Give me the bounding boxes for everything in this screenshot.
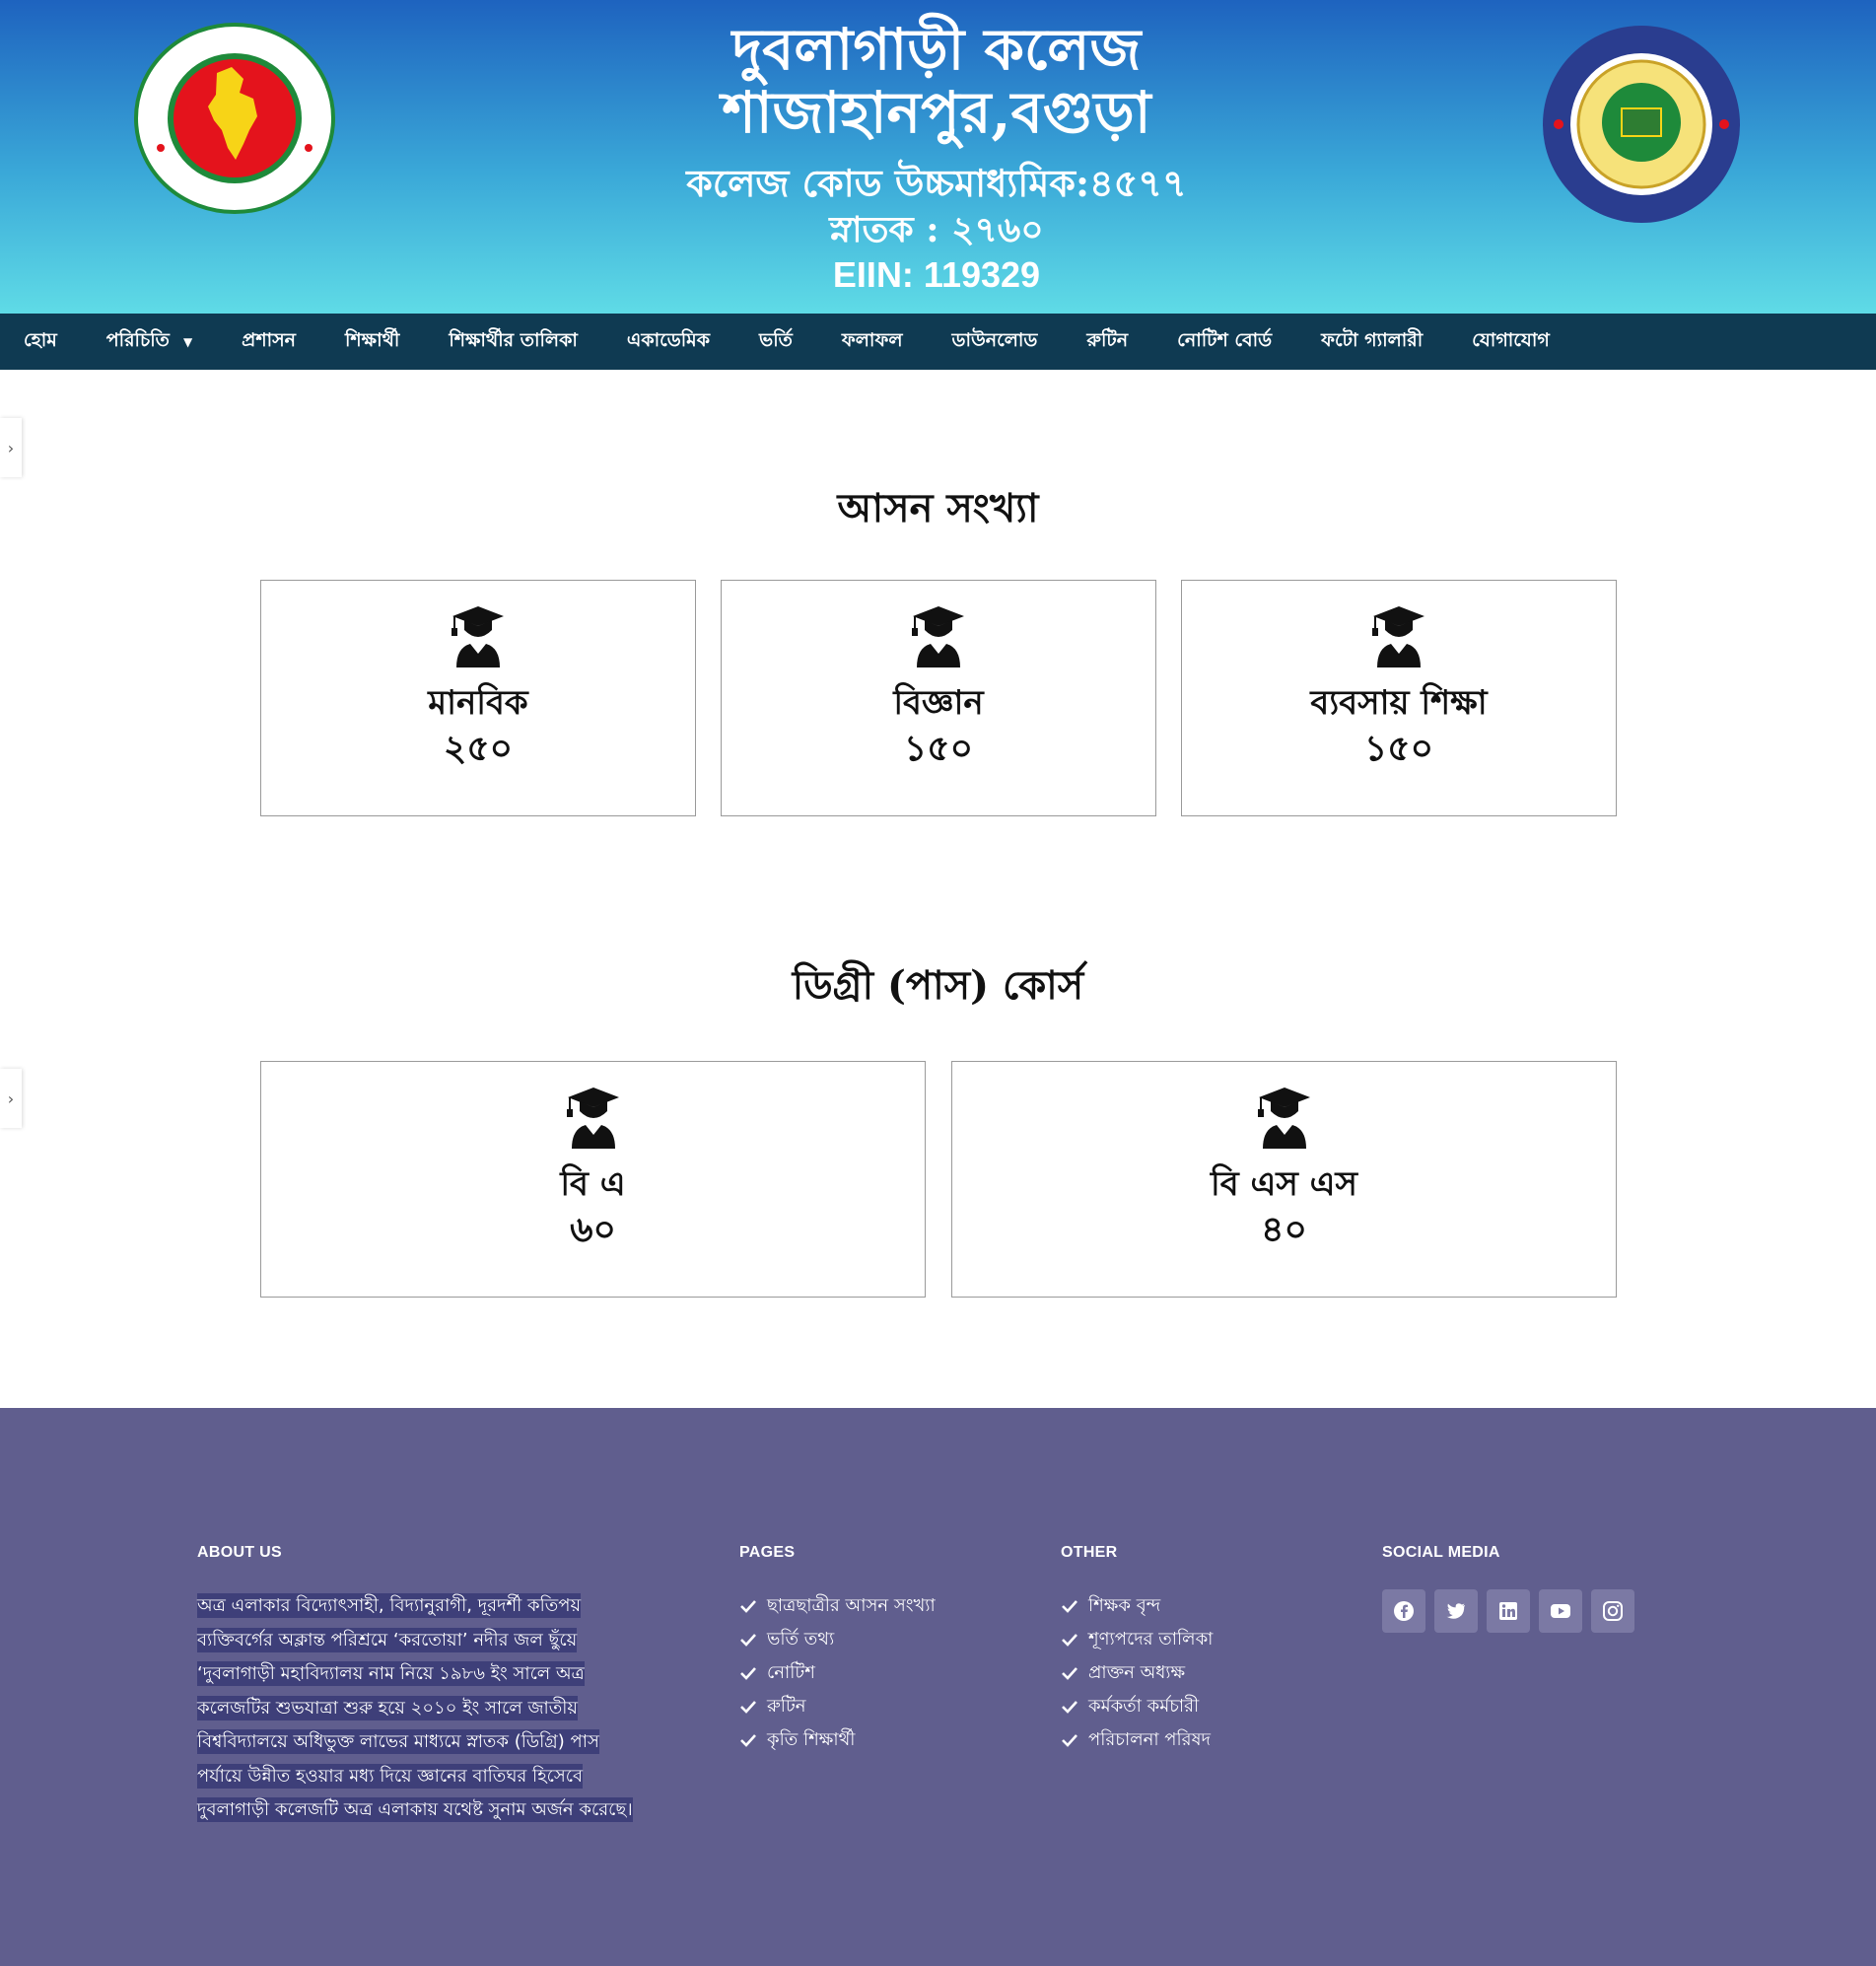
nav-item-label: ভর্তি: [759, 328, 793, 351]
program-card: [1181, 580, 1617, 816]
nav-item-label: ডাউনলোড: [951, 328, 1038, 351]
college-eiin: EIIN: 119329: [832, 254, 1041, 295]
side-toggle-top[interactable]: ›: [0, 418, 22, 477]
nav-item-3[interactable]: [345, 326, 399, 358]
nav-item-label: পরিচিতি: [105, 328, 170, 351]
college-location: শাজাহানপুর,বগুড়া: [722, 79, 1151, 146]
program-card: [721, 580, 1156, 816]
nav-item-11[interactable]: [1321, 326, 1423, 358]
pages-link[interactable]: [739, 1589, 936, 1623]
pages-link[interactable]: [739, 1723, 936, 1757]
nav-item-label: প্রশাসন: [242, 328, 296, 351]
degree-title: ডিগ্রী (পাস) কোর্স: [792, 962, 1084, 1009]
link-label: নোটিশ: [767, 1662, 815, 1683]
about-text: [197, 1589, 660, 1828]
link-label: কৃতি শিক্ষার্থী: [767, 1729, 856, 1750]
graduate-icon: [566, 1086, 621, 1149]
nav-item-6[interactable]: [759, 326, 793, 358]
college-heading: [552, 18, 1321, 298]
seat-count: ৪০: [1261, 1209, 1307, 1250]
facebook-link[interactable]: [1382, 1589, 1425, 1633]
about-line: দুবলাগাড়ী কলেজটি অত্র এলাকায় যথেষ্ট সুনাম অর্জন করেছে।: [197, 1799, 633, 1820]
other-link[interactable]: [1061, 1656, 1213, 1690]
nav-item-9[interactable]: [1086, 326, 1128, 358]
seat-count: ১৫০: [903, 728, 974, 769]
social-heading: SOCIAL MEDIA: [1382, 1544, 1500, 1561]
about-line: বিশ্ববিদ্যালয়ে অধিভুক্ত লাভের মাধ্যমে স্নাতক (ডিগ্রি) পাস: [197, 1731, 599, 1752]
twitter-link[interactable]: [1434, 1589, 1478, 1633]
program-name: বিজ্ঞান: [893, 683, 984, 723]
program-name: মানবিক: [428, 683, 528, 723]
nav-item-label: নোটিশ বোর্ড: [1177, 328, 1273, 351]
link-label: কর্মকর্তা কর্মচারী: [1088, 1696, 1200, 1717]
college-seal-logo: [1541, 24, 1742, 225]
pages-link[interactable]: [739, 1690, 936, 1723]
nav-item-0[interactable]: [24, 326, 57, 358]
bangladesh-govt-seal-logo: [133, 22, 336, 215]
college-code-hsc: কলেজ কোড উচ্চমাধ্যমিক:৪৫৭৭: [686, 161, 1187, 205]
nav-item-label: একাডেমিক: [626, 328, 711, 351]
pages-link[interactable]: [739, 1623, 936, 1656]
program-name: বি এস এস: [1211, 1164, 1357, 1204]
link-label: পরিচালনা পরিষদ: [1088, 1729, 1211, 1750]
link-label: ছাত্রছাত্রীর আসন সংখ্যা: [767, 1595, 936, 1616]
twitter-icon: [1445, 1600, 1467, 1622]
check-icon: [739, 1631, 757, 1649]
link-label: রুটিন: [767, 1696, 806, 1717]
link-label: ভর্তি তথ্য: [767, 1629, 835, 1650]
pages-link[interactable]: [739, 1656, 936, 1690]
link-label: শিক্ষক বৃন্দ: [1088, 1595, 1161, 1616]
caret-down-icon: ▼: [182, 334, 193, 349]
seats-title: আসন সংখ্যা: [837, 485, 1039, 531]
nav-item-label: হোম: [24, 328, 57, 351]
linkedin-link[interactable]: [1487, 1589, 1530, 1633]
graduate-icon: [451, 604, 506, 667]
nav-item-4[interactable]: [449, 326, 578, 358]
youtube-link[interactable]: [1539, 1589, 1582, 1633]
other-link[interactable]: [1061, 1589, 1213, 1623]
program-card: [951, 1061, 1617, 1298]
about-line: ‘দুবলাগাড়ী মহাবিদ্যালয় নাম নিয়ে ১৯৮৬ ইং সালে অত্র: [197, 1663, 585, 1684]
seat-count: ২৫০: [443, 728, 514, 769]
facebook-icon: [1393, 1600, 1415, 1622]
site-footer: [0, 1408, 1876, 1966]
about-line: পর্যায়ে উন্নীত হওয়ার মধ্য দিয়ে জ্ঞানের বাতিঘর হিসেবে: [197, 1765, 584, 1787]
college-name: দুবলাগাড়ী কলেজ: [731, 16, 1142, 83]
side-toggle-bottom[interactable]: ›: [0, 1069, 22, 1128]
check-icon: [1061, 1731, 1078, 1749]
nav-item-2[interactable]: [242, 326, 296, 358]
nav-item-8[interactable]: [952, 326, 1038, 358]
link-label: প্রাক্তন অধ্যক্ষ: [1088, 1662, 1186, 1683]
check-icon: [739, 1698, 757, 1716]
check-icon: [739, 1597, 757, 1615]
other-link[interactable]: [1061, 1723, 1213, 1757]
nav-item-label: যোগাযোগ: [1472, 328, 1550, 351]
nav-item-label: ফলাফল: [841, 328, 903, 351]
check-icon: [739, 1664, 757, 1682]
about-line: ব্যক্তিবর্গের অক্লান্ত পরিশ্রমে ‘করতোয়া’ নদীর জল ছুঁয়ে: [197, 1629, 578, 1650]
about-line: অত্র এলাকার বিদ্যোৎসাহী, বিদ্যানুরাগী, দূরদর্শী কতিপয়: [197, 1595, 582, 1616]
nav-item-7[interactable]: [842, 326, 903, 358]
about-heading: ABOUT US: [197, 1544, 282, 1561]
program-name: বি এ: [560, 1164, 626, 1204]
graduate-icon: [1257, 1086, 1312, 1149]
check-icon: [1061, 1631, 1078, 1649]
other-heading: OTHER: [1061, 1544, 1118, 1561]
nav-item-label: শিক্ষার্থীর তালিকা: [449, 328, 578, 351]
other-link[interactable]: [1061, 1690, 1213, 1723]
program-name: ব্যবসায় শিক্ষা: [1310, 683, 1488, 723]
pages-heading: PAGES: [739, 1544, 796, 1561]
other-link[interactable]: [1061, 1623, 1213, 1656]
nav-item-label: ফটো গ্যালারী: [1321, 328, 1424, 351]
nav-item-12[interactable]: [1472, 326, 1550, 358]
nav-item-5[interactable]: [627, 326, 710, 358]
check-icon: [1061, 1664, 1078, 1682]
seat-count: ৬০: [570, 1209, 616, 1250]
nav-item-label: রুটিন: [1086, 328, 1129, 351]
social-links: [1382, 1589, 1643, 1633]
nav-item-label: শিক্ষার্থী: [345, 328, 400, 351]
program-card: [260, 1061, 926, 1298]
check-icon: [1061, 1698, 1078, 1716]
link-label: শূণ্যপদের তালিকা: [1088, 1629, 1214, 1650]
youtube-icon: [1550, 1600, 1571, 1622]
check-icon: [1061, 1597, 1078, 1615]
seat-count: ১৫০: [1363, 728, 1434, 769]
about-line: কলেজটির শুভযাত্রা শুরু হয়ে ২০১০ ইং সালে জাতীয়: [197, 1697, 579, 1719]
instagram-link[interactable]: [1591, 1589, 1634, 1633]
instagram-icon: [1602, 1600, 1624, 1622]
site-header: [0, 0, 1876, 314]
graduate-icon: [1371, 604, 1426, 667]
graduate-icon: [911, 604, 966, 667]
program-card: [260, 580, 696, 816]
check-icon: [739, 1731, 757, 1749]
other-list: [1061, 1589, 1213, 1757]
linkedin-icon: [1497, 1600, 1519, 1622]
nav-item-10[interactable]: [1177, 326, 1272, 358]
college-code-degree: স্নাতক : ২৭৬০: [829, 209, 1044, 250]
main-nav: [0, 314, 1876, 370]
pages-list: [739, 1589, 936, 1757]
nav-item-1[interactable]: [106, 326, 192, 358]
